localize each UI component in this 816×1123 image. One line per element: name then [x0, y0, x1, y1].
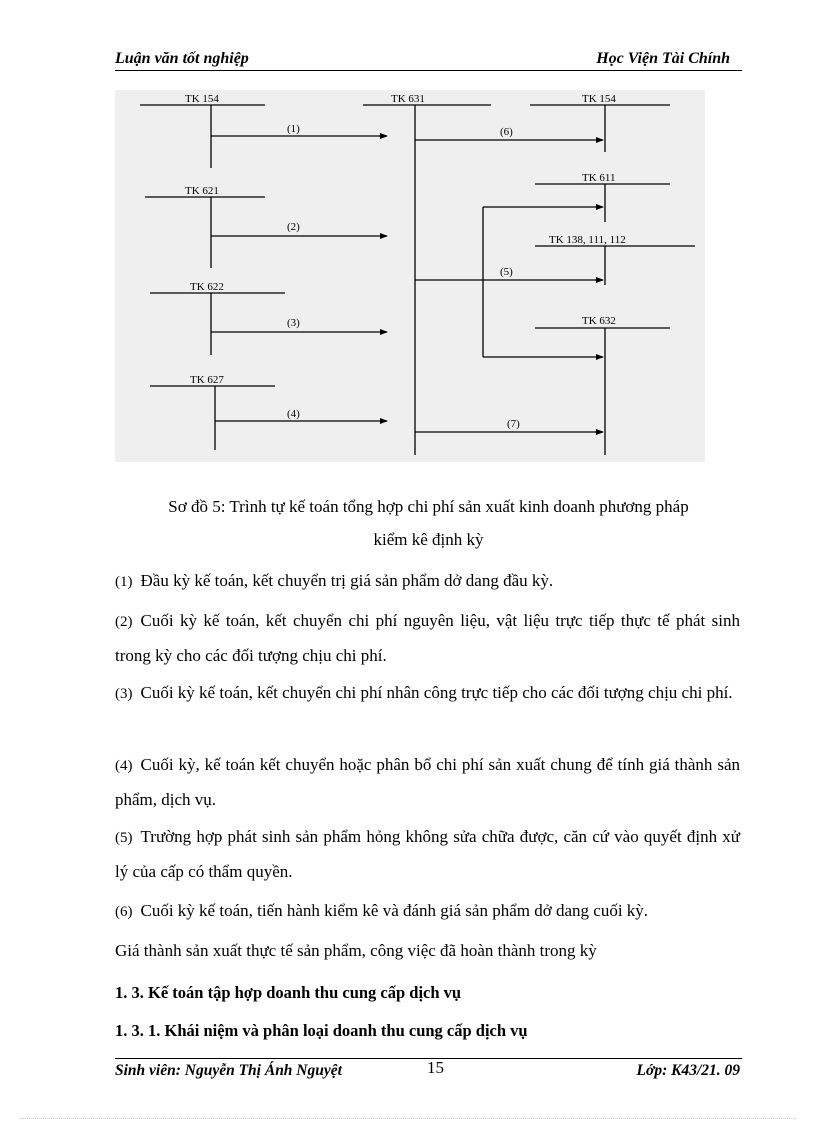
item-2 — [115, 604, 740, 673]
header-left: Luận văn tốt nghiệp — [115, 50, 249, 67]
item-6 — [115, 894, 740, 929]
caption-line-1: Sơ đồ 5: Trình tự kế toán tổng hợp chi phí sản xuất kinh doanh phương pháp — [168, 497, 689, 516]
item-5 — [115, 820, 740, 889]
caption-line-2: kiểm kê định kỳ — [373, 530, 484, 549]
summary-text: Giá thành sản xuất thực tế sản phẩm, công việc đã hoàn thành trong kỳ — [115, 941, 597, 960]
item-1-number: (1) — [115, 574, 133, 590]
label-tk627: TK 627 — [190, 374, 224, 386]
item-1 — [115, 564, 740, 599]
label-tk632: TK 632 — [582, 315, 616, 327]
arrow-label-3: (3) — [287, 317, 300, 329]
item-5-number: (5) — [115, 830, 133, 846]
arrow-label-7: (7) — [507, 418, 520, 430]
accounting-diagram — [115, 90, 705, 462]
label-tk611: TK 611 — [582, 172, 616, 184]
section-heading-1-3: 1. 3. Kế toán tập hợp doanh thu cung cấp dịch vụ — [115, 983, 462, 1002]
page-number: 15 — [427, 1058, 444, 1077]
item-2-text: Cuối kỳ kế toán, kết chuyển chi phí nguyên liệu, vật liệu trực tiếp thực tế phát sinh trong kỳ cho các đối tượng chịu chi phí. — [115, 611, 740, 665]
section-heading-1-3-1: 1. 3. 1. Khái niệm và phân loại doanh thu cung cấp dịch vụ — [115, 1021, 528, 1040]
arrow-label-6: (6) — [500, 126, 513, 138]
item-6-text: Cuối kỳ kế toán, tiến hành kiểm kê và đánh giá sản phẩm dở dang cuối kỳ. — [140, 901, 649, 920]
item-6-number: (6) — [115, 904, 133, 920]
arrow-label-1: (1) — [287, 123, 300, 135]
item-2-number: (2) — [115, 614, 133, 630]
diagram-svg — [115, 90, 705, 462]
label-tk138: TK 138, 111, 112 — [549, 234, 626, 246]
item-5-text: Trường hợp phát sinh sản phẩm hỏng không sửa chữa được, căn cứ vào quyết định xử lý của cấp có thẩm quyền. — [115, 827, 740, 881]
label-tk621: TK 621 — [185, 185, 219, 197]
footer-left: Sinh viên: Nguyễn Thị Ánh Nguyệt — [115, 1062, 342, 1079]
item-4-text: Cuối kỳ, kế toán kết chuyển hoặc phân bổ chi phí sản xuất chung để tính giá thành sản phẩm, dịch vụ. — [115, 755, 740, 809]
label-tk154-left: TK 154 — [185, 93, 219, 105]
label-tk631: TK 631 — [391, 93, 425, 105]
arrow-label-5: (5) — [500, 266, 513, 278]
page-edge-divider — [20, 1118, 796, 1119]
item-3-text: Cuối kỳ kế toán, kết chuyển chi phí nhân công trực tiếp cho các đối tượng chịu chi phí. — [140, 683, 733, 702]
footer-right: Lớp: K43/21. 09 — [636, 1062, 740, 1079]
item-1-text: Đầu kỳ kế toán, kết chuyển trị giá sản phẩm dở dang đầu kỳ. — [140, 571, 554, 590]
arrow-label-4: (4) — [287, 408, 300, 420]
label-tk622: TK 622 — [190, 281, 224, 293]
item-4 — [115, 748, 740, 817]
diagram-caption — [115, 490, 742, 556]
arrow-label-2: (2) — [287, 221, 300, 233]
item-4-number: (4) — [115, 758, 133, 774]
header-right: Học Viện Tài Chính — [596, 50, 730, 67]
label-tk154-right: TK 154 — [582, 93, 616, 105]
header-rule — [115, 70, 742, 71]
item-3-number: (3) — [115, 686, 133, 702]
item-3 — [115, 676, 740, 711]
